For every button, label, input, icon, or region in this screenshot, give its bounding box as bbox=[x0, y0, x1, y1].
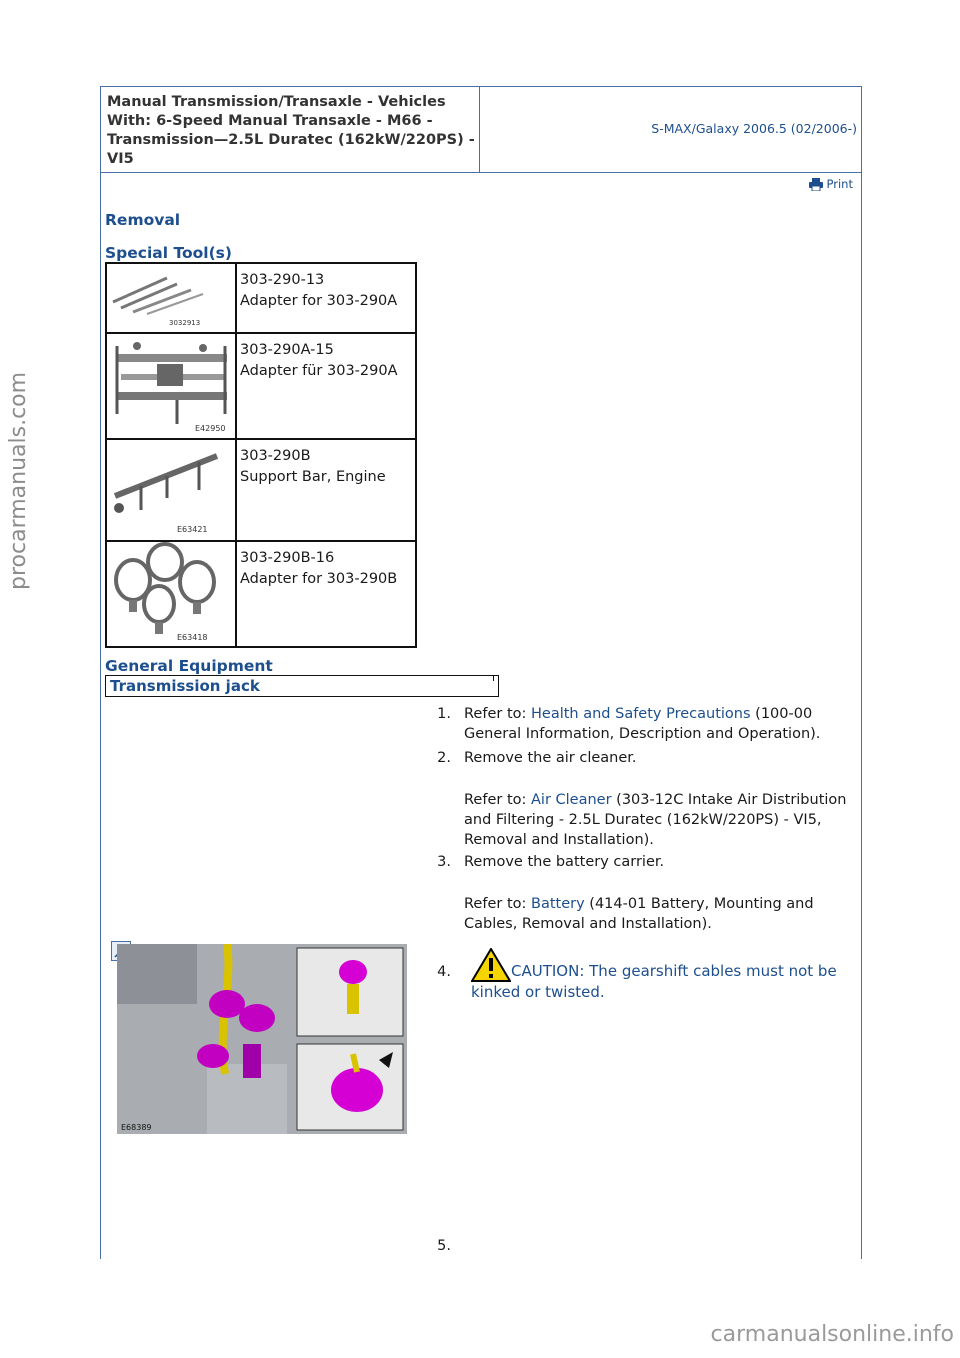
tool-code: 303-290B-16 bbox=[240, 550, 335, 566]
svg-text:3032913: 3032913 bbox=[169, 319, 201, 327]
link-health-safety[interactable]: Health and Safety Precautions bbox=[531, 706, 751, 722]
svg-text:E68389: E68389 bbox=[121, 1123, 152, 1132]
document-header bbox=[101, 87, 861, 173]
header-divider bbox=[479, 87, 480, 172]
table-row bbox=[107, 542, 415, 646]
link-battery[interactable]: Battery bbox=[531, 896, 585, 912]
svg-text:E42950: E42950 bbox=[195, 424, 226, 433]
table-row bbox=[107, 440, 415, 542]
svg-text:E63421: E63421 bbox=[177, 525, 208, 534]
print-label: Print bbox=[826, 177, 853, 191]
warning-icon bbox=[471, 948, 511, 982]
printer-icon bbox=[809, 178, 823, 191]
vehicle-model: S-MAX/Galaxy 2006.5 (02/2006-) bbox=[651, 121, 857, 136]
link-air-cleaner[interactable]: Air Cleaner bbox=[531, 792, 612, 808]
tool-description: Adapter for 303-290B bbox=[240, 571, 398, 587]
special-tools-table bbox=[105, 262, 417, 648]
tool-code: 303-290A-15 bbox=[240, 342, 334, 358]
tool-image bbox=[107, 542, 237, 646]
special-tools-heading: Special Tool(s) bbox=[105, 244, 232, 262]
removal-heading: Removal bbox=[105, 211, 181, 229]
page-frame: Manual Transmission/Transaxle - Vehicles With: 6-Speed Manual Transaxle - M66 - Transmission—2.5L Duratec (162kW/220PS) - VI5 S-MAX/Galaxy 2006.5 (02/2006-) Print Removal Special Tool(s) 3032913 303-290-13 Adapter for 303-290A E42950 303-290A-15 Adapter für 303-290A E63421 303-290B Support Bar, Engine E63418 303-290B-16 Adapter for 303-290B General Equipment Transmission jack 1. Refer to: Health and Safety Precautions (100-00 General Information, Description and Operation). 2. Remove the air cleaner. Refer to: Air Cleaner (303-12C Intake Air Distribution and Filtering - 2.5L Duratec (162kW/220PS) - VI5, Removal and Installation). 3. Remove the battery carrier. Refer to: Battery (414-01 Battery, Mounting and Cables, Removal and Installation). 4. CAUTION: The gearshift cables must not be kinked or twisted. 5. E68389 bbox=[100, 86, 862, 1259]
tool-image bbox=[107, 264, 237, 332]
caution-text: CAUTION: The gearshift cables must not be kinked or twisted. bbox=[471, 962, 837, 1001]
gearshift-cables-figure bbox=[117, 944, 407, 1134]
general-equipment-heading: General Equipment bbox=[105, 657, 273, 675]
general-equipment-item: Transmission jack bbox=[105, 675, 499, 697]
svg-text:E63418: E63418 bbox=[177, 633, 208, 642]
tool-image bbox=[107, 440, 237, 540]
footer-watermark: carmanualsonline.info bbox=[710, 1322, 954, 1347]
table-row bbox=[107, 264, 415, 334]
tool-description: Adapter für 303-290A bbox=[240, 363, 398, 379]
tool-code: 303-290B bbox=[240, 448, 311, 464]
tool-image bbox=[107, 334, 237, 438]
print-button[interactable] bbox=[809, 177, 853, 191]
tool-description: Adapter for 303-290A bbox=[240, 293, 398, 309]
table-edge bbox=[493, 675, 494, 681]
side-watermark: procarmanuals.com bbox=[6, 371, 31, 590]
tool-description: Support Bar, Engine bbox=[240, 469, 386, 485]
table-row bbox=[107, 334, 415, 440]
document-title: Manual Transmission/Transaxle - Vehicles With: 6-Speed Manual Transaxle - M66 - Transmission—2.5L Duratec (162kW/220PS) - VI5 bbox=[107, 94, 475, 167]
tool-code: 303-290-13 bbox=[240, 272, 325, 288]
